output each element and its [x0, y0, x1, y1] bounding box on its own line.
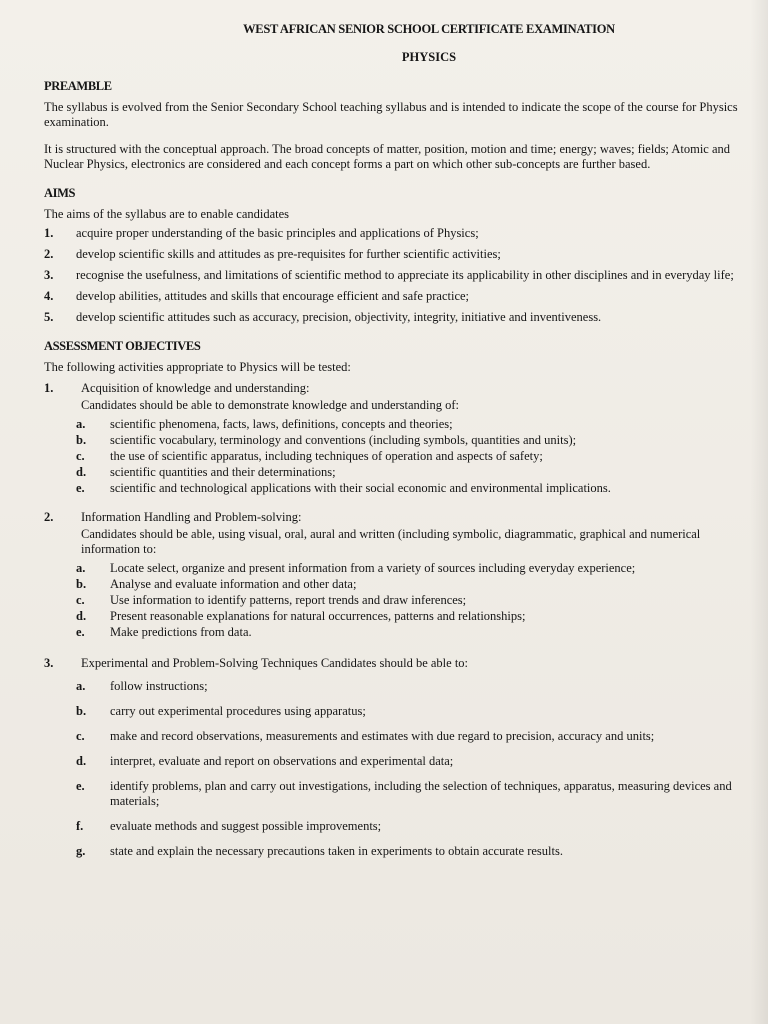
- item-text: scientific vocabulary, terminology and conventions (including symbols, quantities and units);: [110, 433, 577, 447]
- objective-sub-item: [76, 593, 744, 608]
- item-letter: c.: [76, 729, 85, 743]
- aim-number: 5.: [44, 310, 54, 324]
- document-title: WEST AFRICAN SENIOR SCHOOL CERTIFICATE EXAMINATION: [243, 22, 615, 36]
- aim-item: [44, 310, 744, 325]
- preamble-paragraph-2: It is structured with the conceptual approach. The broad concepts of matter, position, motion and time; energy; waves; fields; Atomic and Nuclear Physics, electronics are considered and each concept forms a part on which other sub-concepts are further based.: [44, 142, 731, 171]
- objective-2-items: [76, 561, 744, 640]
- aim-number: 3.: [44, 268, 54, 282]
- item-letter: a.: [76, 417, 86, 431]
- item-text: Locate select, organize and present information from a variety of sources including everyday experience;: [110, 561, 636, 575]
- objective-number: 2.: [44, 510, 54, 524]
- item-text: the use of scientific apparatus, including techniques of operation and aspects of safety;: [110, 449, 543, 463]
- item-letter: d.: [76, 609, 87, 623]
- aim-text: recognise the usefulness, and limitations of scientific method to appreciate its applicability in other disciplines and in everyday life;: [76, 268, 734, 282]
- objective-sub-item: [76, 609, 744, 624]
- objective-intro: Candidates should be able to demonstrate knowledge and understanding of:: [81, 398, 460, 412]
- item-letter: e.: [76, 625, 85, 639]
- item-text: Analyse and evaluate information and other data;: [110, 577, 357, 591]
- objective-sub-item: [76, 754, 744, 769]
- objective-3-items: [76, 679, 744, 859]
- preamble-heading: PREAMBLE: [44, 79, 112, 93]
- aim-item: [44, 226, 744, 241]
- item-text: scientific phenomena, facts, laws, definitions, concepts and theories;: [110, 417, 453, 431]
- item-text: carry out experimental procedures using apparatus;: [110, 704, 366, 718]
- assessment-heading: ASSESSMENT OBJECTIVES: [44, 339, 201, 353]
- aim-number: 2.: [44, 247, 54, 261]
- objective-sub-item: [76, 625, 744, 640]
- item-letter: d.: [76, 754, 87, 768]
- item-text: scientific quantities and their determinations;: [110, 465, 336, 479]
- aims-heading: AIMS: [44, 186, 76, 200]
- item-letter: a.: [76, 679, 86, 693]
- item-letter: d.: [76, 465, 87, 479]
- objective-sub-item: [76, 433, 744, 448]
- item-letter: b.: [76, 704, 87, 718]
- item-letter: b.: [76, 433, 87, 447]
- item-letter: g.: [76, 844, 86, 858]
- objective-2: [44, 510, 744, 640]
- objective-sub-item: [76, 577, 744, 592]
- objective-sub-item: [76, 481, 744, 496]
- item-letter: b.: [76, 577, 87, 591]
- objective-sub-item: [76, 704, 744, 719]
- aim-item: [44, 247, 744, 262]
- objective-title: Information Handling and Problem-solving:: [81, 510, 302, 524]
- assessment-intro: The following activities appropriate to Physics will be tested:: [44, 360, 351, 374]
- objective-title: Experimental and Problem-Solving Techniques Candidates should be able to:: [81, 656, 469, 670]
- item-text: scientific and technological applications with their social economic and environmental implications.: [110, 481, 611, 495]
- item-letter: f.: [76, 819, 84, 833]
- item-text: identify problems, plan and carry out investigations, including the selection of techniques, apparatus, measuring devices and materials;: [110, 779, 732, 808]
- item-text: evaluate methods and suggest possible improvements;: [110, 819, 382, 833]
- objective-intro: Candidates should be able, using visual, oral, aural and written (including symbolic, diagrammatic, graphical and numerical information to:: [81, 527, 701, 556]
- objective-sub-item: [76, 679, 744, 694]
- objective-sub-item: [76, 561, 744, 576]
- aim-number: 4.: [44, 289, 54, 303]
- item-letter: c.: [76, 593, 85, 607]
- aims-intro: The aims of the syllabus are to enable candidates: [44, 207, 290, 221]
- item-text: interpret, evaluate and report on observations and experimental data;: [110, 754, 454, 768]
- subject-title: PHYSICS: [401, 50, 457, 64]
- aim-number: 1.: [44, 226, 54, 240]
- item-text: state and explain the necessary precautions taken in experiments to obtain accurate results.: [110, 844, 563, 858]
- objective-sub-item: [76, 729, 744, 744]
- objective-title: Acquisition of knowledge and understanding:: [81, 381, 310, 395]
- item-text: follow instructions;: [110, 679, 208, 693]
- objective-sub-item: [76, 417, 744, 432]
- objective-1: [44, 381, 744, 496]
- aim-text: develop scientific attitudes such as accuracy, precision, objectivity, integrity, initiative and inventiveness.: [76, 310, 602, 324]
- item-letter: c.: [76, 449, 85, 463]
- item-text: make and record observations, measurements and estimates with due regard to precision, accuracy and units;: [110, 729, 655, 743]
- objective-number: 3.: [44, 656, 54, 670]
- objective-sub-item: [76, 779, 744, 809]
- aims-list: [44, 226, 744, 325]
- aim-text: acquire proper understanding of the basic principles and applications of Physics;: [76, 226, 479, 240]
- item-text: Use information to identify patterns, report trends and draw inferences;: [110, 593, 467, 607]
- item-letter: e.: [76, 481, 85, 495]
- objective-sub-item: [76, 844, 744, 859]
- aim-item: [44, 289, 744, 304]
- aim-item: [44, 268, 744, 283]
- objective-sub-item: [76, 465, 744, 480]
- item-letter: a.: [76, 561, 86, 575]
- preamble-paragraph-1: The syllabus is evolved from the Senior Secondary School teaching syllabus and is intended to indicate the scope of the course for Physics examination.: [44, 100, 738, 129]
- objective-sub-item: [76, 449, 744, 464]
- objective-1-items: [76, 417, 744, 496]
- objective-3: [44, 656, 744, 859]
- aim-text: develop scientific skills and attitudes as pre-requisites for further scientific activities;: [76, 247, 501, 261]
- item-text: Present reasonable explanations for natural occurrences, patterns and relationships;: [110, 609, 526, 623]
- item-letter: e.: [76, 779, 85, 793]
- objective-sub-item: [76, 819, 744, 834]
- objective-number: 1.: [44, 381, 54, 395]
- item-text: Make predictions from data.: [110, 625, 252, 639]
- aim-text: develop abilities, attitudes and skills that encourage efficient and safe practice;: [76, 289, 470, 303]
